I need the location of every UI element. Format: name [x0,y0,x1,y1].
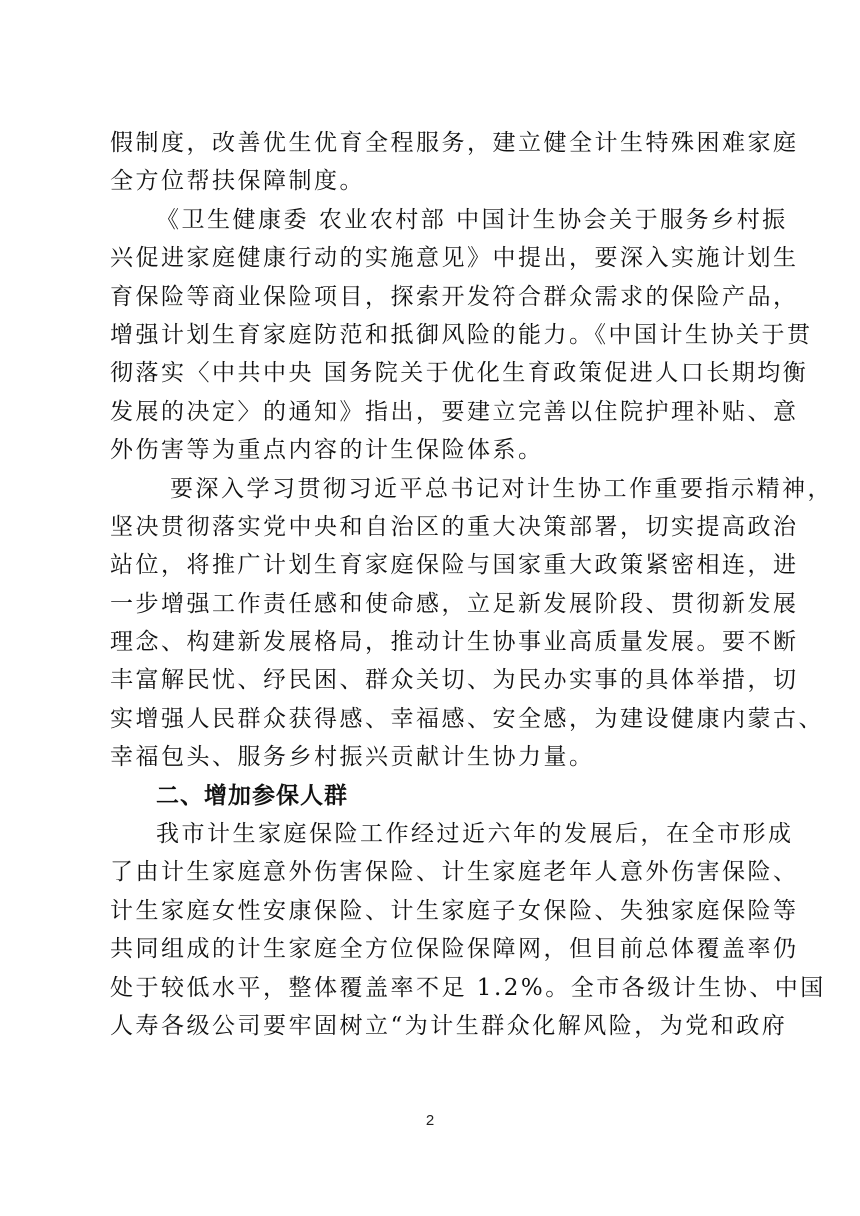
text-line: 发展的决定〉的通知》指出，要建立完善以住院护理补贴、意 [110,398,799,425]
paragraph-policy-references [110,201,813,470]
paragraph-continuation [110,124,799,201]
text-line: 彻落实〈中共中央 国务院关于优化生育政策促进人口长期均衡 [110,360,809,387]
text-line: 站位，将推广计划生育家庭保险与国家重大政策紧密相连，进 [110,552,799,579]
text-line: 全方位帮扶保障制度。 [110,168,365,195]
text-line: 计生家庭女性安康保险、计生家庭子女保险、失独家庭保险等 [110,897,799,924]
text-line: 人寿各级公司要牢固树立“为计生群众化解风险，为党和政府 [110,1012,788,1039]
text-line: 坚决贯彻落实党中央和自治区的重大决策部署，切实提高政治 [110,513,799,540]
text-line: 丰富解民忧、纾民困、群众关切、为民办实事的具体举措，切 [110,667,799,694]
page-number: 2 [425,1112,435,1129]
text-line: 增强计划生育家庭防范和抵御风险的能力。《中国计生协关于贯 [110,321,813,348]
text-line: 实增强人民群众获得感、幸福感、安全感，为建设健康内蒙古、 [110,705,824,732]
paragraph-study-spirit [110,470,833,777]
text-line: 了由计生家庭意外伤害保险、计生家庭老年人意外伤害保险、 [110,859,799,886]
text-line: 假制度，改善优生优育全程服务，建立健全计生特殊困难家庭 [110,130,799,156]
paragraph-insured-population [110,815,826,1045]
text-line: 兴促进家庭健康行动的实施意见》中提出，要深入实施计划生 [110,245,799,272]
text-line: 育保险等商业保险项目，探索开发符合群众需求的保险产品， [110,283,799,310]
document-body [110,124,833,1045]
text-line: 处于较低水平，整体覆盖率不足 1.2%。全市各级计生协、中国 [110,974,826,1001]
text-line: 共同组成的计生家庭全方位保险保障网，但目前总体覆盖率仍 [110,936,799,963]
text-line: 外伤害等为重点内容的计生保险体系。 [110,437,544,464]
text-line: 一步增强工作责任感和使命感，立足新发展阶段、贯彻新发展 [110,590,799,617]
text-line: 《卫生健康委 农业农村部 中国计生协会关于服务乡村振 [156,206,788,233]
text-line: 幸福包头、服务乡村振兴贡献计生协力量。 [110,744,595,771]
section-heading: 二、增加参保人群 [156,782,348,809]
text-line: 理念、构建新发展格局，推动计生协事业高质量发展。要不断 [110,629,799,656]
text-line: 我市计生家庭保险工作经过近六年的发展后，在全市形成 [156,821,794,848]
text-line: 要深入学习贯彻习近平总书记对计生协工作重要指示精神， [170,475,833,502]
